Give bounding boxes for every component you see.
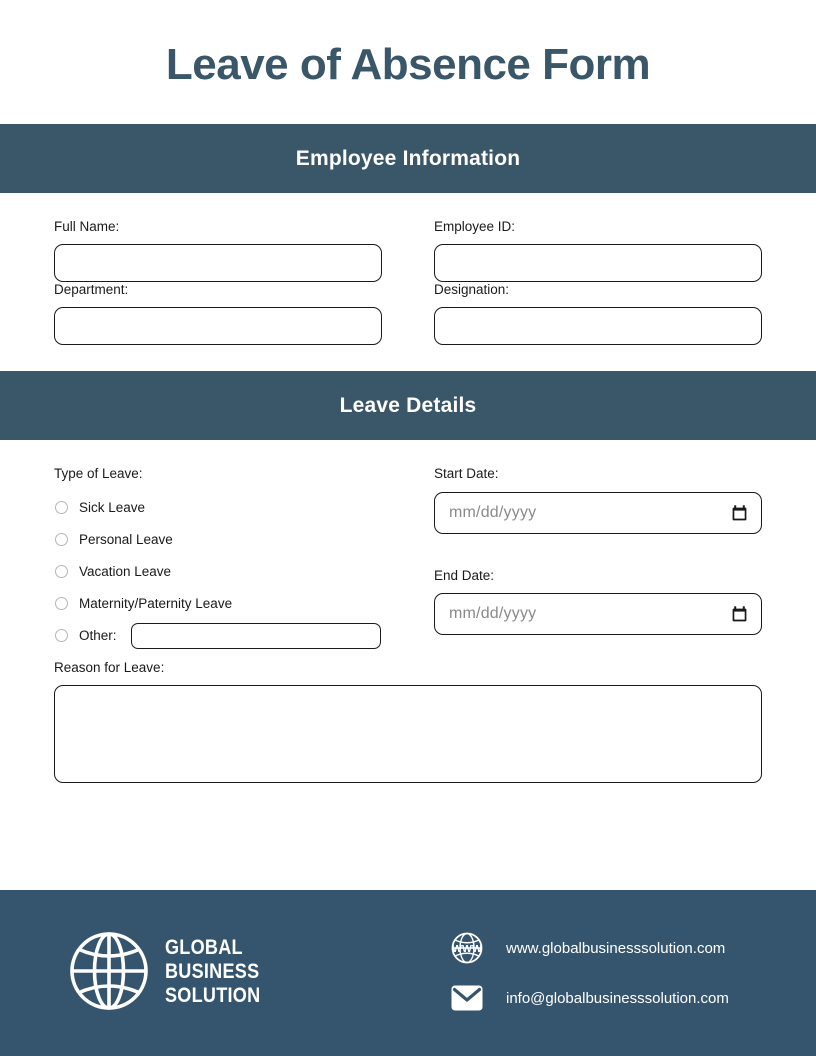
contact-email[interactable] <box>450 981 729 1015</box>
designation-field <box>434 282 762 345</box>
envelope-icon <box>450 981 484 1015</box>
type-of-leave-group <box>54 466 382 651</box>
company-logo-text <box>165 937 276 1009</box>
employee-row-2 <box>54 282 762 345</box>
email-text: info@globalbusinesssolution.com <box>506 989 729 1007</box>
employee-id-field-group <box>434 219 762 282</box>
department-field <box>54 282 382 345</box>
radio-option-maternity-paternity-leave[interactable] <box>54 588 382 620</box>
radio-option-personal-leave[interactable] <box>54 524 382 556</box>
footer-contact-info <box>434 931 729 1015</box>
employee-id-input[interactable] <box>434 244 762 282</box>
full-name-field-group <box>54 219 382 282</box>
layout-spacer <box>0 783 816 890</box>
radio-circle-icon[interactable] <box>55 597 68 610</box>
end-date-field <box>434 568 762 635</box>
type-of-leave-radio-group <box>54 492 382 652</box>
radio-label-maternity-paternity-leave: Maternity/Paternity Leave <box>79 596 233 612</box>
logo-line-2: BUSINESS <box>165 960 260 983</box>
start-date-placeholder: mm/dd/yyyy <box>449 503 537 521</box>
calendar-icon[interactable] <box>732 606 747 622</box>
full-name-label: Full Name: <box>54 219 120 234</box>
radio-circle-icon[interactable] <box>55 501 68 514</box>
radio-circle-icon[interactable] <box>55 629 68 642</box>
employee-information-heading: Employee Information <box>295 146 521 170</box>
radio-label-sick-leave: Sick Leave <box>79 500 146 516</box>
radio-option-vacation-leave[interactable] <box>54 556 382 588</box>
reason-for-leave-block <box>0 652 816 783</box>
start-date-label: Start Date: <box>434 466 499 482</box>
radio-label-personal-leave: Personal Leave <box>79 532 173 548</box>
reason-for-leave-textarea[interactable] <box>54 685 762 783</box>
radio-circle-icon[interactable] <box>55 533 68 546</box>
type-of-leave-label: Type of Leave: <box>54 466 143 482</box>
employee-id-field <box>434 219 762 282</box>
logo-line-3: SOLUTION <box>165 984 261 1007</box>
department-label: Department: <box>54 282 129 298</box>
employee-row-1 <box>54 219 762 282</box>
logo-line-1: GLOBAL <box>165 936 243 959</box>
dates-group <box>434 466 762 634</box>
employee-information-body <box>0 193 816 371</box>
contact-website[interactable] <box>450 931 729 965</box>
end-date-placeholder: mm/dd/yyyy <box>449 604 537 622</box>
employee-information-header <box>0 124 816 193</box>
radio-label-vacation-leave: Vacation Leave <box>79 564 172 580</box>
company-logo <box>54 930 434 1017</box>
leave-details-header <box>0 371 816 440</box>
employee-id-label: Employee ID: <box>434 219 516 234</box>
designation-field-group <box>434 282 762 345</box>
designation-label: Designation: <box>434 282 510 298</box>
end-date-label: End Date: <box>434 567 495 583</box>
full-name-field <box>54 219 382 282</box>
page-footer <box>0 890 816 1056</box>
department-input[interactable] <box>54 307 382 345</box>
www-globe-icon <box>450 931 484 965</box>
leave-details-heading: Leave Details <box>339 393 477 417</box>
radio-circle-icon[interactable] <box>55 565 68 578</box>
designation-input[interactable] <box>434 307 762 345</box>
start-date-input[interactable] <box>434 492 762 534</box>
radio-option-other[interactable] <box>54 620 382 652</box>
department-field-group <box>54 282 382 345</box>
leave-details-row <box>54 466 762 651</box>
title-area <box>0 0 816 124</box>
page-title: Leave of Absence Form <box>165 40 651 89</box>
other-leave-type-input[interactable] <box>131 623 381 649</box>
start-date-field <box>434 466 762 533</box>
website-text: www.globalbusinesssolution.com <box>506 939 726 957</box>
globe-icon <box>68 930 150 1017</box>
reason-for-leave-label: Reason for Leave: <box>54 659 165 675</box>
end-date-input[interactable] <box>434 593 762 635</box>
svg-text:WWW: WWW <box>452 943 482 955</box>
calendar-icon[interactable] <box>732 505 747 521</box>
radio-option-sick-leave[interactable] <box>54 492 382 524</box>
full-name-input[interactable] <box>54 244 382 282</box>
radio-label-other: Other: <box>79 628 117 644</box>
leave-details-body <box>0 440 816 651</box>
